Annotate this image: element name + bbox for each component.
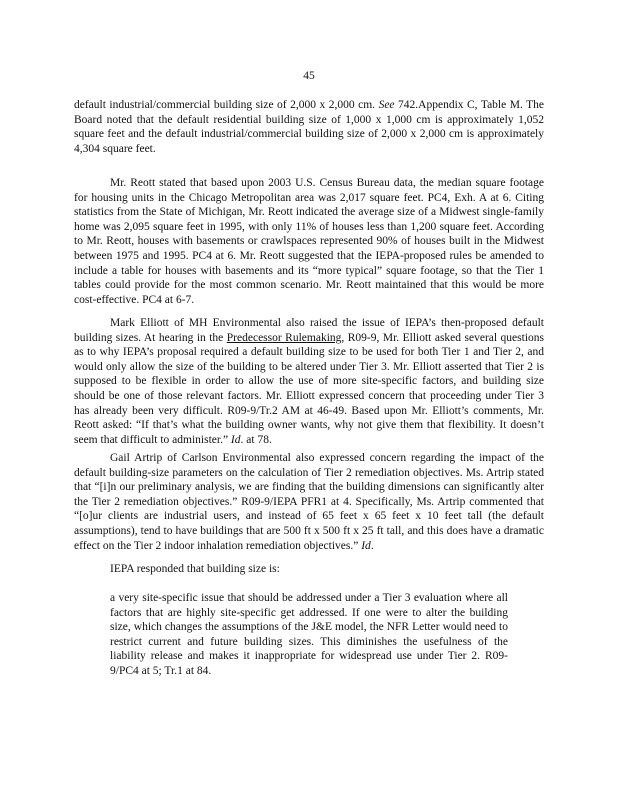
- paragraph-text: Gail Artrip of Carlson Environmental also expressed concern regarding the impact of the default building-size parameters on the calculation of Tier 2 remediation objectives. Ms. Artrip stated that “[i]n our preliminary analysis, we are finding that the building dimensions can significantly alter the Tier 2 remediation objectives.” R09-9/IEPA PFR1 at 4. Specifically, Ms. Artrip commented that “[o]ur clients are industrial users, and instead of 65 feet x 65 feet x 10 feet tall (the default assumptions), tend to have buildings that are 500 ft x 500 ft x 25 ft tall, and this does have a dramatic effect on the Tier 2 indoor inhalation remediation objectives.”: [74, 452, 544, 552]
- paragraph-reott-census: [74, 176, 544, 307]
- quote-text: a very site-specific issue that should be addressed under a Tier 3 evaluation where all factors that are highly site-specific get addressed. If one were to alter the building size, which changes the assumptions of the J&E model, the NFR Letter would need to restrict current and future building sizes. This diminishes the usefulness of the liability release and makes it inappropriate for widespread use under Tier 2. R09-9/PC4 at 5; Tr.1 at 84.: [110, 592, 508, 677]
- paragraph-elliott: [74, 316, 544, 447]
- block-quote: [110, 591, 508, 679]
- paragraph-text: Mark Elliott of MH Environmental also raised the issue of IEPA’s then-proposed default building sizes. At hearing in the: [74, 317, 544, 344]
- paragraph-iepa-response: [74, 562, 544, 577]
- page-number: 45: [303, 70, 315, 82]
- paragraph-text: , R09-9, Mr. Elliott asked several questions as to why IEPA’s proposal required a default building size to be used for both Tier 1 and Tier 2, and would only allow the size of the building to be altered under Tier 3. Mr. Elliott asserted that Tier 2 is supposed to be flexible in order to allow the use of more site-specific factors, and building size should be one of those relevant factors. Mr. Elliott expressed concern that proceeding under Tier 3 has already been very difficult. R09-9/Tr.2 AM at 46-49. Based upon Mr. Elliott’s comments, Mr. Reott asked: “If that’s what the building owner wants, why not give them that flexibility. It doesn’t seem that difficult to administer.”: [74, 331, 544, 446]
- paragraph-building-size-defaults: [74, 98, 544, 156]
- paragraph-text: .: [370, 539, 374, 552]
- citation-signal: See: [378, 99, 395, 111]
- citation-id: Id: [230, 433, 241, 446]
- paragraph-text: default industrial/commercial building size of 2,000 x 2,000 cm.: [74, 99, 376, 111]
- rulemaking-link[interactable]: Predecessor Rulemaking: [226, 331, 342, 344]
- paragraph-text: IEPA responded that building size is:: [110, 563, 280, 575]
- paragraph-artrip: [74, 451, 544, 553]
- citation-id: Id: [361, 539, 371, 552]
- paragraph-text: . at 78.: [240, 433, 272, 446]
- paragraph-text: Mr. Reott stated that based upon 2003 U.S. Census Bureau data, the median square footage for housing units in the Chicago Metropolitan area was 2,017 square feet. PC4, Exh. A at 6. Citing statistics from the State of Michigan, Mr. Reott indicated the average size of a Midwest single-family home was 2,095 square feet in 1995, with only 11% of houses less than 1,200 square feet. According to Mr. Reott, houses with basements or crawlspaces represented 90% of houses built in the Midwest between 1975 and 1995. PC4 at 6. Mr. Reott suggested that the IEPA-proposed rules be amended to include a table for houses with basements and its “more typical” square footage, so that the Tier 1 tables could provide for the most common scenario. Mr. Reott maintained that this would be more cost-effective. PC4 at 6-7.: [74, 177, 544, 306]
- paragraph-text: 742.Appendix C, Table M. The Board noted that the default residential building size of 1,000 x 1,000 cm is approximately 1,052 square feet and the default industrial/commercial building size of 2,000 x 2,000 cm is approximately 4,304 square feet.: [74, 99, 544, 155]
